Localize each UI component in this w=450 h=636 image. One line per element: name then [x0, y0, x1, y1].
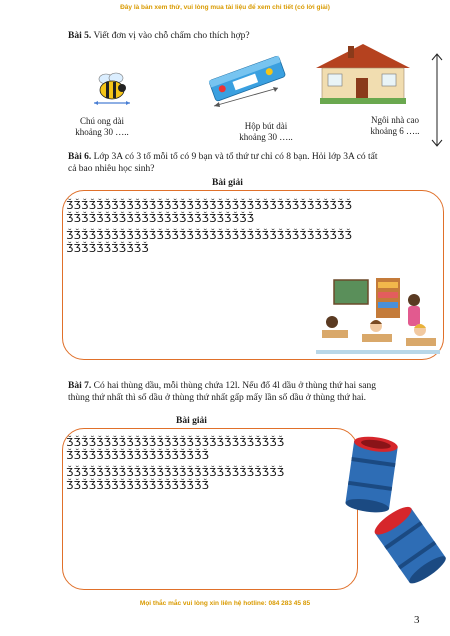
- bai6-answer-line: ǮǮǮǮǮǮǮǮǮǮǮǮǮǮǮǮǮǮǮǮǮǮǮǮǮ: [66, 212, 255, 225]
- bai6-answer-line: ǮǮǮǮǮǮǮǮǮǮǮ: [66, 242, 149, 255]
- house-caption: [350, 115, 440, 137]
- bee-caption-line1: Chú ong dài: [80, 116, 124, 126]
- bai6-answer-line: ǮǮǮǮǮǮǮǮǮǮǮǮǮǮǮǮǮǮǮǮǮǮǮǮǮǮǮǮǮǮǮǮǮǮǮǮǮǮ: [66, 199, 352, 212]
- bai6-heading: Bài giải: [212, 178, 243, 188]
- hotline-footer: Mọi thắc mắc vui lòng xin liên hệ hotline: 084 283 45 85: [139, 600, 311, 607]
- preview-banner: Đây là bản xem thử, vui lòng mua tài liệu để xem chi tiết (có lời giải): [120, 4, 330, 11]
- bai6-text-line2: cả bao nhiêu học sinh?: [68, 164, 155, 174]
- pencil-box-caption: [222, 121, 310, 143]
- house-caption-line2: khoảng 6 …..: [370, 126, 420, 136]
- bai7-label: Bài 7.: [68, 381, 92, 391]
- classroom-illustration: [316, 270, 440, 358]
- bai7-answer-line: ǮǮǮǮǮǮǮǮǮǮǮǮǮǮǮǮǮǮǮ: [66, 449, 209, 462]
- bee-illustration: [92, 68, 132, 108]
- bai6-answer-line: ǮǮǮǮǮǮǮǮǮǮǮǮǮǮǮǮǮǮǮǮǮǮǮǮǮǮǮǮǮǮǮǮǮǮǮǮǮǮ: [66, 229, 352, 242]
- bai7-text-line1: Có hai thùng dầu, mỗi thùng chứa 12l. Nếu đổ 4l dầu ở thùng thứ hai sang: [93, 381, 376, 391]
- bai5-question: [68, 30, 250, 42]
- bai6-question: [68, 151, 428, 175]
- bee-caption: [60, 116, 144, 138]
- pencil-box-caption-line2: khoảng 30 …..: [239, 132, 293, 142]
- bai6-label: Bài 6.: [68, 152, 92, 162]
- pencil-box-caption-line1: Hộp bút dài: [244, 121, 288, 131]
- bai7-answer-line: ǮǮǮǮǮǮǮǮǮǮǮǮǮǮǮǮǮǮǮǮǮǮǮǮǮǮǮǮǮ: [66, 436, 285, 449]
- bee-caption-line2: khoảng 30 …..: [75, 127, 129, 137]
- bai6-text-line1: Lớp 3A có 3 tổ mỗi tổ có 9 bạn và tổ thứ tư chỉ có 8 bạn. Hỏi lớp 3A có tất: [93, 152, 378, 162]
- bai7-answer-line: ǮǮǮǮǮǮǮǮǮǮǮǮǮǮǮǮǮǮǮǮǮǮǮǮǮǮǮǮǮ: [66, 466, 285, 479]
- house-caption-line1: Ngôi nhà cao: [371, 115, 419, 125]
- oil-barrels-illustration: [342, 432, 442, 582]
- page-number: 3: [414, 614, 420, 626]
- bai7-answer-line: ǮǮǮǮǮǮǮǮǮǮǮǮǮǮǮǮǮǮǮ: [66, 479, 209, 492]
- bai7-question: [68, 380, 438, 404]
- bai5-label: Bài 5.: [68, 31, 92, 41]
- bai5-text: Viết đơn vị vào chỗ chấm cho thích hợp?: [93, 31, 250, 41]
- house-illustration: [314, 42, 412, 104]
- bai7-heading: Bài giải: [176, 416, 207, 426]
- pencil-box-illustration: [204, 48, 288, 114]
- bai7-text-line2: thùng thứ nhất thì số dầu ở thùng thứ nhất gấp mấy lần số dầu ở thùng thứ hai.: [68, 393, 367, 403]
